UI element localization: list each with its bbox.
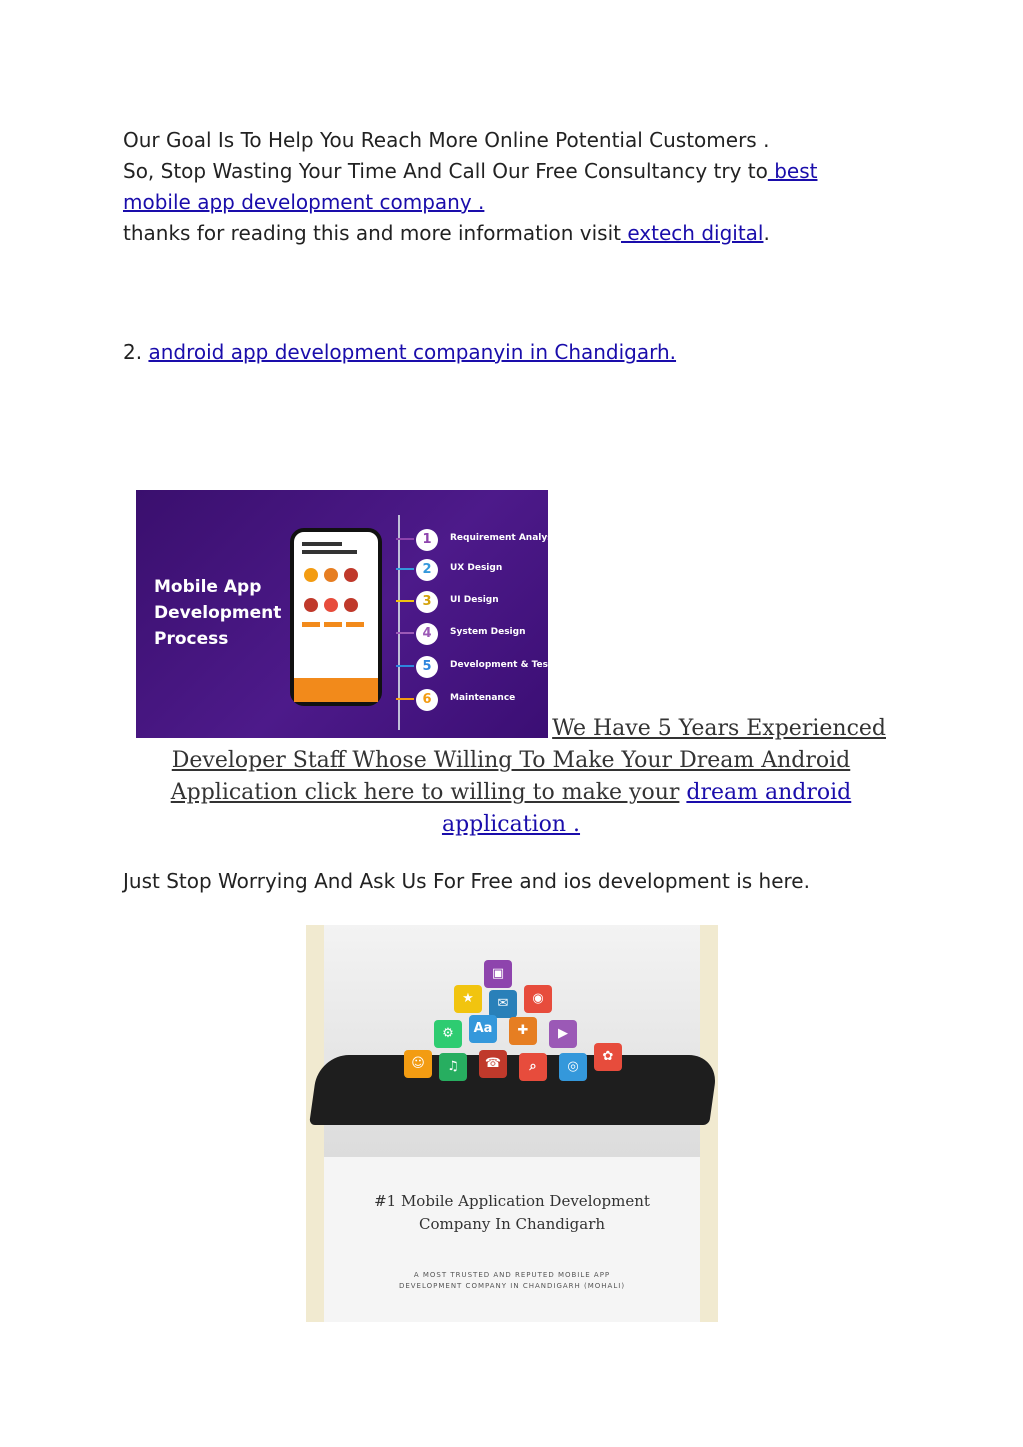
app-cube-icon: ✿ xyxy=(594,1043,622,1071)
app-cube-icon: ⚙ xyxy=(434,1020,462,1048)
app-cube-icon: ☺ xyxy=(404,1050,432,1078)
app-cubes-photo xyxy=(324,925,700,1157)
goal-line: Our Goal Is To Help You Reach More Online Potential Customers . xyxy=(123,128,770,152)
process-title: Mobile App Development Process xyxy=(154,577,282,649)
app-cube-icon: ▶ xyxy=(549,1020,577,1048)
app-cube-icon: ◎ xyxy=(559,1053,587,1081)
best-mobile-app-link[interactable]: best mobile app development company . xyxy=(123,159,818,214)
app-cube-icon: Aa xyxy=(469,1015,497,1043)
app-cube-icon: ⌕ xyxy=(519,1053,547,1081)
extech-digital-link[interactable]: extech digital xyxy=(621,221,764,245)
experience-paragraph: We Have 5 Years Experienced Developer Staff Whose Willing To Make Your Dream Android Application click here to willing to make your dream android application . xyxy=(170,716,886,837)
app-cube-icon: ☎ xyxy=(479,1050,507,1078)
intro-paragraph xyxy=(123,125,883,249)
app-cube-icon: ♫ xyxy=(439,1053,467,1081)
thanks-line: thanks for reading this and more information visit extech digital. xyxy=(123,221,770,245)
phone-mockup xyxy=(290,528,382,706)
mobile-app-process-image: Mobile App Development Process 1 Requirement Analysis 2 UX Design 3 UI Design 4 System Design 5 Development & Testing 6 Maintenance xyxy=(136,490,548,738)
company-subcaption: A MOST TRUSTED AND REPUTED MOBILE APP DEVELOPMENT COMPANY IN CHANDIGARH (MOHALI) xyxy=(398,1271,626,1290)
app-cube-icon: ✉ xyxy=(489,990,517,1018)
consultancy-line: So, Stop Wasting Your Time And Call Our Free Consultancy try to best mobile app development company . xyxy=(123,159,818,214)
mobile-application-company-image xyxy=(306,925,718,1322)
list-number: 2. xyxy=(123,340,149,364)
app-cube-icon: ▣ xyxy=(484,960,512,988)
company-caption: #1 Mobile Application Development Company In Chandigarh xyxy=(374,1192,650,1233)
app-cube-icon: ✚ xyxy=(509,1017,537,1045)
app-cube-icon: ★ xyxy=(454,985,482,1013)
smartphone-shape xyxy=(309,1055,719,1125)
app-cube-icon: ◉ xyxy=(524,985,552,1013)
android-app-company-link[interactable]: android app development companyin in Chandigarh. xyxy=(148,340,677,364)
list-item-2 xyxy=(123,337,883,368)
dream-android-application-link[interactable]: dream android application . xyxy=(441,780,852,837)
ios-paragraph: Just Stop Worrying And Ask Us For Free and ios development is here. xyxy=(123,869,810,893)
